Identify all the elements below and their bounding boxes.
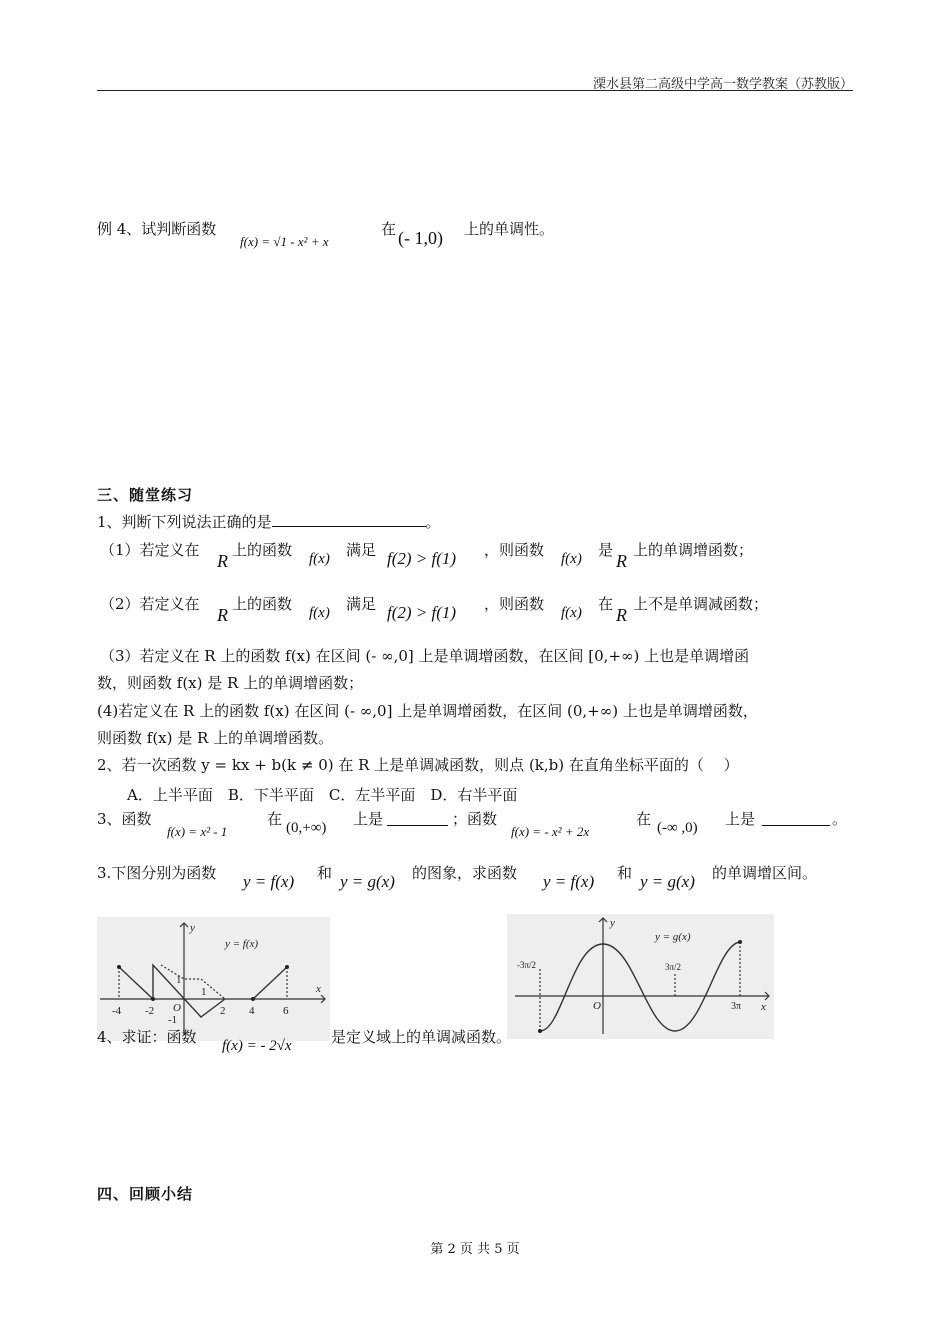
- q4-f: f(x) = - 2√x: [222, 1038, 292, 1054]
- page-header: 溧水县第二高级中学高一数学教案（苏教版）: [592, 77, 853, 92]
- q3-blank-1[interactable]: [387, 811, 448, 826]
- q3-blank-2[interactable]: [762, 811, 830, 826]
- q1-s3-line2: 数，则函数 f(x) 是 R 上的单调增函数；: [97, 674, 364, 692]
- graph-f-tick-6: 6: [283, 1005, 289, 1017]
- graph-f-point-d: [251, 997, 255, 1001]
- q3-c: 上是: [353, 810, 384, 828]
- q1-s1-R2: R: [616, 551, 627, 571]
- graph-f-curve-right: [253, 967, 287, 999]
- q1-s2-e: 在: [598, 595, 614, 613]
- graph-g-tick-neg3pi2: -3π/2: [517, 960, 537, 970]
- q1-s3-line1: （3）若定义在 R 上的函数 f(x) 在区间 (- ∞,0] 上是单调增函数，在区间 [0,+∞) 上也是单调增函: [100, 647, 750, 665]
- q2-stem: 2、若一次函数 y = kx + b(k ≠ 0) 在 R 上是单调减函数，则点 (k,b) 在直角坐标平面的（ ）: [97, 756, 739, 774]
- graph-f-tick-2: 2: [220, 1005, 226, 1017]
- example-4-suffix: 上的单调性。: [464, 220, 555, 238]
- q4-b: 是定义域上的单调减函数。: [331, 1028, 512, 1046]
- graph-g-y-label: y: [610, 917, 615, 929]
- page-footer: 第 2 页 共 5 页: [430, 1242, 520, 1257]
- q1-s2-g: 上不是单调减函数；: [633, 595, 769, 613]
- q3b-b: 和: [317, 864, 333, 882]
- q1-s1-c: 满足: [346, 541, 377, 559]
- graph-f-label: y = f(x): [225, 938, 259, 950]
- graph-g-point-end: [738, 940, 742, 944]
- q1-s1-f2: f(x): [561, 551, 582, 567]
- q1-s2-a: （2）若定义在: [100, 595, 200, 613]
- q3b-e: 的单调增区间。: [712, 864, 818, 882]
- q3-d: ；函数: [452, 810, 498, 828]
- section-3-title: 三、随堂练习: [97, 486, 194, 504]
- q1-s2-f: f(x): [309, 605, 330, 621]
- example-4-prefix: 例 4、试判断函数: [97, 220, 217, 238]
- q3-h: 。: [832, 810, 848, 828]
- q3-b: 在: [267, 810, 283, 828]
- graph-f-origin: O: [173, 1002, 181, 1014]
- example-4-interval: (- 1,0): [398, 228, 443, 248]
- q3-f1: f(x) = x² - 1: [167, 824, 228, 839]
- graph-f-point-a: [117, 965, 121, 969]
- q1-s2-c: 满足: [346, 595, 377, 613]
- q1-answer-blank[interactable]: [272, 512, 426, 527]
- header-rule: [97, 90, 853, 91]
- q3-a: 3、函数: [97, 810, 152, 828]
- q1-stem-a: 1、判断下列说法正确的是: [97, 513, 272, 531]
- graph-f-point-c: [285, 965, 289, 969]
- q1-s1-e: 是: [598, 541, 614, 559]
- q1-stem: [97, 511, 441, 532]
- q1-s1-b: 上的函数: [232, 541, 293, 559]
- q1-s2-R2: R: [616, 605, 627, 625]
- q1-s1-f: f(x): [309, 551, 330, 567]
- graph-f-x-label: x: [316, 983, 321, 995]
- graph-f-svg: [97, 917, 330, 1041]
- graph-f-tick-1: 1: [201, 986, 207, 998]
- graph-g-origin: O: [593, 1000, 601, 1012]
- q3b-f2: y = f(x): [543, 872, 595, 891]
- q3-i2: (-∞ ,0): [657, 820, 698, 836]
- graph-g-tick-3pi: 3π: [731, 1001, 742, 1012]
- graph-g-x-label: x: [761, 1001, 766, 1013]
- q3b-g2: y = g(x): [640, 872, 695, 891]
- q3b-d: 和: [617, 864, 633, 882]
- graph-f-ytick-neg1: -1: [168, 1014, 178, 1026]
- graph-g-point-start: [538, 1029, 542, 1033]
- q1-s1-ineq: f(2) > f(1): [387, 549, 457, 568]
- graph-f-point-b: [151, 997, 155, 1001]
- q1-s1-R: R: [217, 551, 228, 571]
- q3b-g: y = g(x): [340, 872, 395, 891]
- q1-s1-g: 上的单调增函数；: [633, 541, 754, 559]
- graph-f-curve-left: [119, 965, 225, 1017]
- graph-f-dashed: [161, 965, 225, 999]
- graph-f-y-label: y: [190, 922, 195, 934]
- q1-s4-line1: (4)若定义在 R 上的函数 f(x) 在区间 (- ∞,0] 上是单调增函数，在区间 (0,+∞) 上也是单调增函数，: [97, 702, 758, 720]
- section-4-title: 四、回顾小结: [97, 1185, 194, 1203]
- q3-i1: (0,+∞): [286, 820, 327, 836]
- q1-s2-d: ，则函数: [484, 595, 545, 613]
- q3b-c: 的图象，求函数: [412, 864, 518, 882]
- example-4-mid: 在: [381, 220, 397, 238]
- example-4-formula: f(x) = √1 - x² + x: [240, 234, 329, 249]
- graph-f-ytick-1: 1: [176, 974, 182, 986]
- example-4: [97, 218, 216, 239]
- q1-s1-a: （1）若定义在: [100, 541, 200, 559]
- graph-f: [97, 917, 330, 1041]
- q3b-a: 3.下图分别为函数: [97, 864, 217, 882]
- q1-s1-d: ，则函数: [484, 541, 545, 559]
- graph-g: [507, 914, 774, 1039]
- q1-s2-b: 上的函数: [232, 595, 293, 613]
- graph-g-svg: [507, 914, 774, 1039]
- q4-a: 4、求证：函数: [97, 1028, 197, 1046]
- q1-s2-R: R: [217, 605, 228, 625]
- graph-f-tick-neg4: -4: [112, 1005, 122, 1017]
- q3b-f: y = f(x): [243, 872, 295, 891]
- q1-s2-f2: f(x): [561, 605, 582, 621]
- q3-e: 在: [636, 810, 652, 828]
- graph-g-curve: [540, 942, 740, 1031]
- graph-g-label: y = g(x): [655, 931, 691, 943]
- graph-f-tick-neg2: -2: [145, 1005, 155, 1017]
- q1-stem-b: 。: [425, 513, 441, 531]
- q3-f2: f(x) = - x² + 2x: [511, 824, 590, 839]
- q1-s4-line2: 则函数 f(x) 是 R 上的单调增函数。: [97, 729, 334, 747]
- q1-s2-ineq: f(2) > f(1): [387, 603, 457, 622]
- q3-g: 上是: [725, 810, 756, 828]
- graph-f-tick-4: 4: [249, 1005, 255, 1017]
- q2-options: A．上半平面 B．下半平面 C．左半平面 D．右半平面: [127, 786, 518, 804]
- graph-g-tick-3pi2: 3π/2: [665, 962, 682, 972]
